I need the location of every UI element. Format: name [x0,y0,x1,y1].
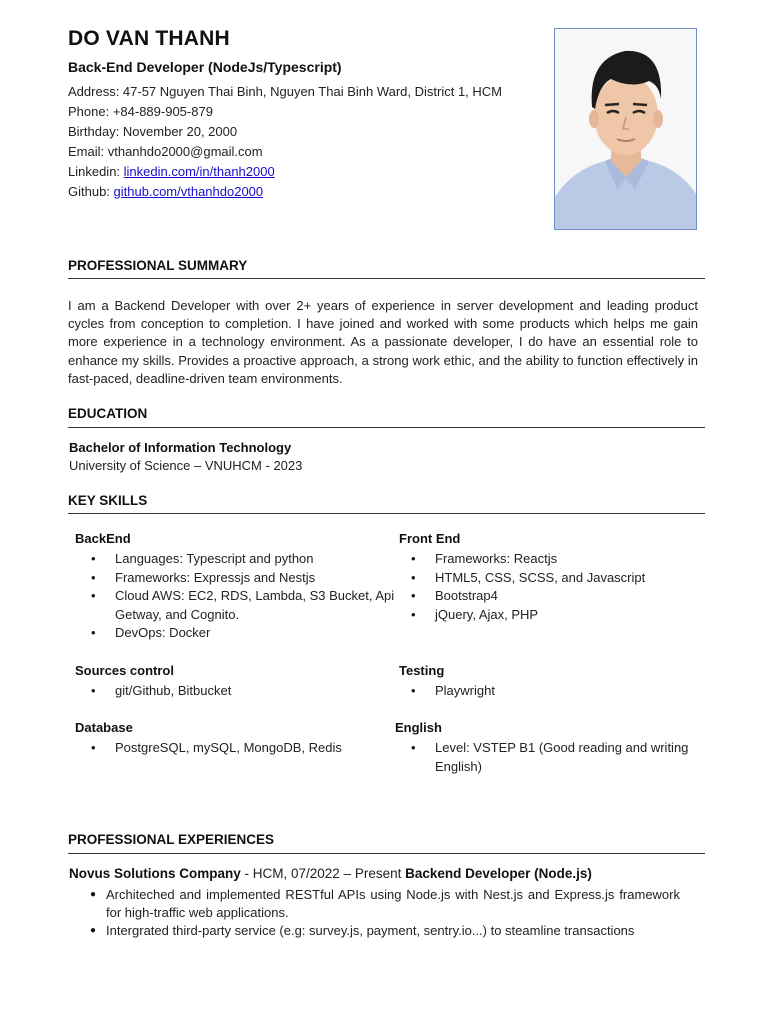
skill-group-frontend [399,530,709,624]
skill-heading-database: Database [75,720,133,735]
skill-group-sources-control [75,662,395,701]
experience-bullets [90,886,680,941]
linkedin-label: Linkedin: [68,164,124,179]
skill-item: • jQuery, Ajax, PHP [395,606,709,625]
github-label: Github: [68,184,114,199]
company-name: Novus Solutions Company [69,866,241,881]
position-title: Backend Developer (Node.js) [405,866,592,881]
linkedin-link[interactable]: linkedin.com/in/thanh2000 [123,164,275,179]
address: Address: 47-57 Nguyen Thai Binh, Nguyen Thai Binh Ward, District 1, HCM [68,84,503,99]
profile-photo [554,28,697,230]
skill-item: • Frameworks: Reactjs [395,550,709,569]
company-meta: - HCM, 07/2022 – Present [240,866,406,881]
skills-divider [68,513,705,514]
education-degree: Bachelor of Information Technology [69,440,292,455]
skill-group-testing [399,662,709,701]
skill-item: • PostgreSQL, mySQL, MongoDB, Redis [75,739,395,758]
phone: Phone: +84-889-905-879 [68,104,213,119]
skill-item: • Level: VSTEP B1 (Good reading and writing English) [395,739,700,776]
skill-group-backend [75,530,395,643]
skill-heading-backend: BackEnd [75,531,131,546]
summary-divider [68,278,705,279]
summary-text: I am a Backend Developer with over 2+ years of experience in server development and leading product cycles from conception to completion. I have joined and worked with some products which helps me gain more experience in a technology environment. As a passionate developer, I do have an essential role to enhance my skills. Provides a proactive approach, a strong work ethic, and the ability to function effectively in fast-paced, deadline-driven team environments. [68,298,698,386]
skill-heading-sources-control: Sources control [75,663,174,678]
birthday: Birthday: November 20, 2000 [68,124,238,139]
experience-heading: PROFESSIONAL EXPERIENCES [68,832,275,847]
skill-item: • HTML5, CSS, SCSS, and Javascript [395,569,709,588]
github-link[interactable]: github.com/vthanhdo2000 [113,184,264,199]
job-title: Back-End Developer (NodeJs/Typescript) [68,59,342,75]
skill-item: • Languages: Typescript and python [75,550,405,569]
education-divider [68,427,705,428]
skill-heading-testing: Testing [399,663,445,678]
skill-item: • Playwright [395,682,709,701]
skills-heading: KEY SKILLS [68,493,148,508]
skill-item: • Bootstrap4 [395,587,709,606]
skill-group-english [395,719,705,776]
candidate-name: DO VAN THANH [68,27,230,50]
experience-bullet: ● Intergrated third-party service (e.g: survey.js, payment, sentry.io...) to steamline transactions [90,922,680,940]
skill-item: • git/Github, Bitbucket [75,682,395,701]
skill-item: • DevOps: Docker [75,624,395,643]
summary-heading: PROFESSIONAL SUMMARY [68,258,248,273]
skill-item: • Frameworks: Expressjs and Nestjs [75,569,395,588]
experience-header [69,866,592,881]
education-heading: EDUCATION [68,406,148,421]
github-row [68,182,502,202]
linkedin-row [68,162,502,182]
experience-bullet: ● Architeched and implemented RESTful APIs using Node.js with Nest.js and Express.js framework for high-traffic web applications. [90,886,680,921]
experience-divider [68,853,705,854]
skill-item: • Cloud AWS: EC2, RDS, Lambda, S3 Bucket, Api Getway, and Cognito. [75,587,405,624]
education-school: University of Science – VNUHCM - 2023 [69,458,303,473]
skill-heading-frontend: Front End [399,531,461,546]
email: Email: vthanhdo2000@gmail.com [68,144,263,159]
skill-group-database [75,719,395,758]
skill-heading-english: English [395,720,442,735]
contact-info [68,82,502,202]
